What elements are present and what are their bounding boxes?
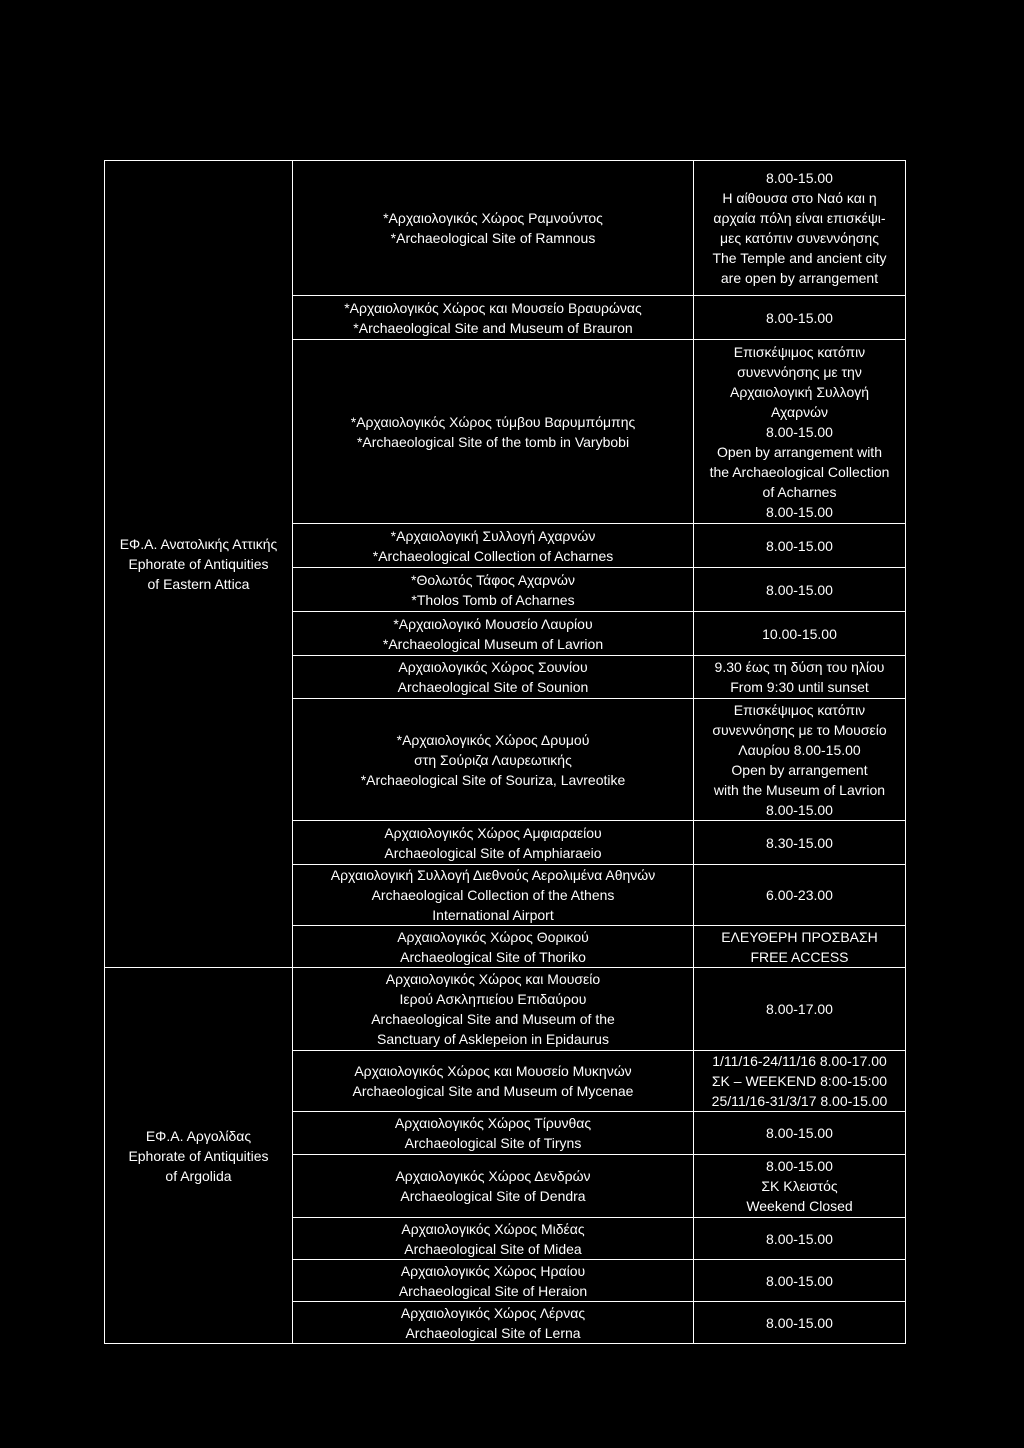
ephorate-name-en: Ephorate of Antiquities [128, 556, 269, 572]
site-name-line: International Airport [432, 907, 554, 923]
ephorate-name-el: ΕΦ.Α. Αργολίδας [145, 1127, 252, 1144]
table-row [105, 968, 906, 1051]
hours-line: 8.00-15.00 [766, 1125, 833, 1141]
hours-cell [694, 656, 906, 699]
hours-line: 8.00-15.00 [766, 801, 833, 818]
site-cell [293, 568, 694, 612]
ephorate-name-el: ΕΦ.Α. Ανατολικής Αττικής [119, 536, 278, 552]
site-name-line: *Αρχαιολογικός Χώρος Ραμνούντος [383, 210, 603, 226]
site-name-line: Αρχαιολογικός Χώρος Λέρνας [400, 1304, 586, 1321]
site-name-line: Αρχαιολογική Συλλογή Διεθνούς Αερολιμένα Αθηνών [330, 867, 656, 883]
site-name-line: Archaeological Site of Lerna [405, 1324, 581, 1341]
site-name-line: Archaeological Collection of the Athens [371, 887, 615, 903]
hours-line: ΕΛΕΥΘΕΡΗ ΠΡΟΣΒΑΣΗ [721, 928, 878, 945]
hours-line: 8.00-15.00 [766, 423, 833, 440]
hours-cell [694, 926, 906, 968]
site-name-line: *Archaeological Site of Ramnous [390, 230, 596, 246]
site-cell [293, 1302, 694, 1344]
site-name-line: Αρχαιολογικός Χώρος Σουνίου [398, 659, 588, 675]
hours-line: Αχαρνών [770, 403, 829, 420]
hours-line: 8.00-15.00 [766, 537, 833, 554]
site-cell [293, 926, 694, 968]
hours-line: 6.00-23.00 [766, 887, 833, 903]
ephorate-name-en: of Argolida [165, 1167, 232, 1184]
hours-line: μες κατόπιν συνεννόησης [720, 230, 879, 246]
ephorate-eastern-attica [105, 161, 293, 968]
site-name-line: *Αρχαιολογική Συλλογή Αχαρνών [390, 527, 596, 544]
site-name-line: *Tholos Tomb of Acharnes [411, 591, 575, 608]
hours-line: 8.00-15.00 [766, 581, 833, 598]
site-name-line: Archaeological Site of Tiryns [404, 1135, 582, 1151]
ephorate-name-en: of Eastern Attica [147, 576, 250, 592]
site-cell [293, 865, 694, 926]
ephorate-argolida [105, 968, 293, 1344]
hours-line: of Acharnes [762, 483, 837, 500]
hours-cell [694, 1218, 906, 1260]
hours-line: the Archaeological Collection [709, 463, 890, 480]
hours-line: 10.00-15.00 [762, 625, 837, 642]
hours-cell [694, 524, 906, 568]
site-cell [293, 296, 694, 340]
site-cell [293, 1155, 694, 1218]
site-name-line: Archaeological Site of Dendra [400, 1188, 586, 1204]
hours-line: 9.30 έως τη δύση του ηλίου [714, 659, 885, 675]
hours-line: 8.00-15.00 [766, 1314, 833, 1331]
site-name-line: Sanctuary of Asklepeion in Epidaurus [377, 1031, 609, 1047]
hours-cell [694, 699, 906, 821]
site-name-line: Archaeological Site of Sounion [397, 679, 589, 695]
site-name-line: Αρχαιολογικός Χώρος Δενδρών [395, 1168, 591, 1184]
site-name-line: Αρχαιολογικός Χώρος Θορικού [397, 928, 589, 945]
hours-cell [694, 1051, 906, 1112]
site-cell [293, 1112, 694, 1155]
site-cell [293, 524, 694, 568]
hours-line: Επισκέψιμος κατόπιν [733, 701, 866, 718]
hours-line: 8.00-15.00 [766, 1158, 833, 1174]
site-name-line: *Archaeological Site and Museum of Brauron [353, 319, 633, 336]
site-name-line: Αρχαιολογικός Χώρος και Μουσείο Μυκηνών [354, 1063, 632, 1079]
hours-cell [694, 296, 906, 340]
site-name-line: Αρχαιολογικός Χώρος Μιδέας [401, 1220, 585, 1237]
hours-cell [694, 161, 906, 296]
hours-line: From 9:30 until sunset [730, 679, 869, 695]
hours-line: are open by arrangement [720, 270, 879, 286]
hours-cell [694, 1155, 906, 1218]
hours-line: with the Museum of Lavrion [713, 781, 886, 798]
site-name-line: Archaeological Site of Thoriko [400, 948, 586, 965]
hours-line: Αρχαιολογική Συλλογή [729, 383, 870, 400]
hours-cell [694, 968, 906, 1051]
site-cell [293, 1051, 694, 1112]
table-row [105, 161, 906, 296]
hours-line: ΣΚ Κλειστός [761, 1178, 838, 1194]
site-name-line: Archaeological Site of Heraion [398, 1282, 588, 1299]
opening-hours-table [104, 160, 906, 1344]
hours-line: Επισκέψιμος κατόπιν [733, 343, 866, 360]
site-name-line: Archaeological Site and Museum of Mycenae [352, 1083, 634, 1099]
hours-line: Weekend Closed [746, 1198, 853, 1214]
hours-cell [694, 1260, 906, 1302]
site-name-line: *Archaeological Site of the tomb in Varybobi [356, 433, 630, 450]
hours-line: ΣΚ – WEEKEND 8:00-15:00 [711, 1073, 888, 1089]
hours-line: 8.00-17.00 [766, 1001, 833, 1017]
hours-line: 8.00-15.00 [766, 1230, 833, 1247]
site-name-line: *Αρχαιολογικός Χώρος τύμβου Βαρυμπόμπης [350, 413, 636, 430]
hours-cell [694, 865, 906, 926]
site-name-line: Αρχαιολογικός Χώρος Τίρυνθας [394, 1115, 592, 1131]
site-name-line: Αρχαιολογικός Χώρος Ηραίου [400, 1262, 586, 1279]
hours-line: Open by arrangement with [717, 443, 882, 460]
hours-line: 25/11/16-31/3/17 8.00-15.00 [711, 1093, 888, 1109]
site-name-line: *Archaeological Site of Souriza, Lavreotike [360, 771, 626, 788]
site-cell [293, 161, 694, 296]
site-cell [293, 656, 694, 699]
hours-line: 8.00-15.00 [766, 170, 833, 186]
hours-cell [694, 612, 906, 656]
site-name-line: Αρχαιολογικός Χώρος Αμφιαραείου [384, 824, 602, 841]
site-cell [293, 821, 694, 865]
hours-line: συνεννόησης με την [737, 363, 862, 380]
hours-line: Λαυρίου 8.00-15.00 [738, 741, 861, 758]
hours-line: Open by arrangement [731, 761, 868, 778]
hours-line: The Temple and ancient city [712, 250, 887, 266]
hours-line: 1/11/16-24/11/16 8.00-17.00 [712, 1053, 887, 1069]
site-name-line: Archaeological Site of Amphiaraeio [384, 844, 602, 861]
site-name-line: στη Σούριζα Λαυρεωτικής [414, 751, 572, 768]
site-cell [293, 968, 694, 1051]
hours-line: συνεννόησης με το Μουσείο [712, 721, 887, 738]
site-name-line: Ιερού Ασκληπιείου Επιδαύρου [399, 991, 587, 1007]
hours-line: 8.00-15.00 [766, 1272, 833, 1289]
hours-cell [694, 568, 906, 612]
site-name-line: *Θολωτός Τάφος Αχαρνών [411, 571, 575, 588]
site-name-line: Archaeological Site of Midea [404, 1240, 582, 1257]
site-name-line: *Αρχαιολογικός Χώρος και Μουσείο Βραυρώνας [344, 299, 642, 316]
hours-line: 8.30-15.00 [766, 834, 833, 851]
site-cell [293, 699, 694, 821]
hours-line: αρχαία πόλη είναι επισκέψι- [713, 210, 886, 226]
site-cell [293, 612, 694, 656]
hours-line: 8.00-15.00 [766, 309, 833, 326]
site-cell [293, 1260, 694, 1302]
hours-line: FREE ACCESS [750, 948, 849, 965]
site-cell [293, 340, 694, 524]
ephorate-name-en: Ephorate of Antiquities [128, 1147, 269, 1164]
site-name-line: Αρχαιολογικός Χώρος και Μουσείο [385, 971, 601, 987]
hours-cell [694, 340, 906, 524]
site-name-line: *Αρχαιολογικό Μουσείο Λαυρίου [393, 615, 593, 632]
table-body [105, 161, 906, 1344]
site-name-line: *Archaeological Collection of Acharnes [372, 547, 614, 564]
hours-cell [694, 1112, 906, 1155]
hours-line: 8.00-15.00 [766, 503, 833, 520]
hours-cell [694, 1302, 906, 1344]
site-name-line: *Archaeological Museum of Lavrion [382, 635, 604, 652]
site-cell [293, 1218, 694, 1260]
site-name-line: *Αρχαιολογικός Χώρος Δρυμού [396, 731, 590, 748]
site-name-line: Archaeological Site and Museum of the [371, 1011, 615, 1027]
hours-cell [694, 821, 906, 865]
hours-line: Η αίθουσα στο Ναό και η [722, 190, 877, 206]
